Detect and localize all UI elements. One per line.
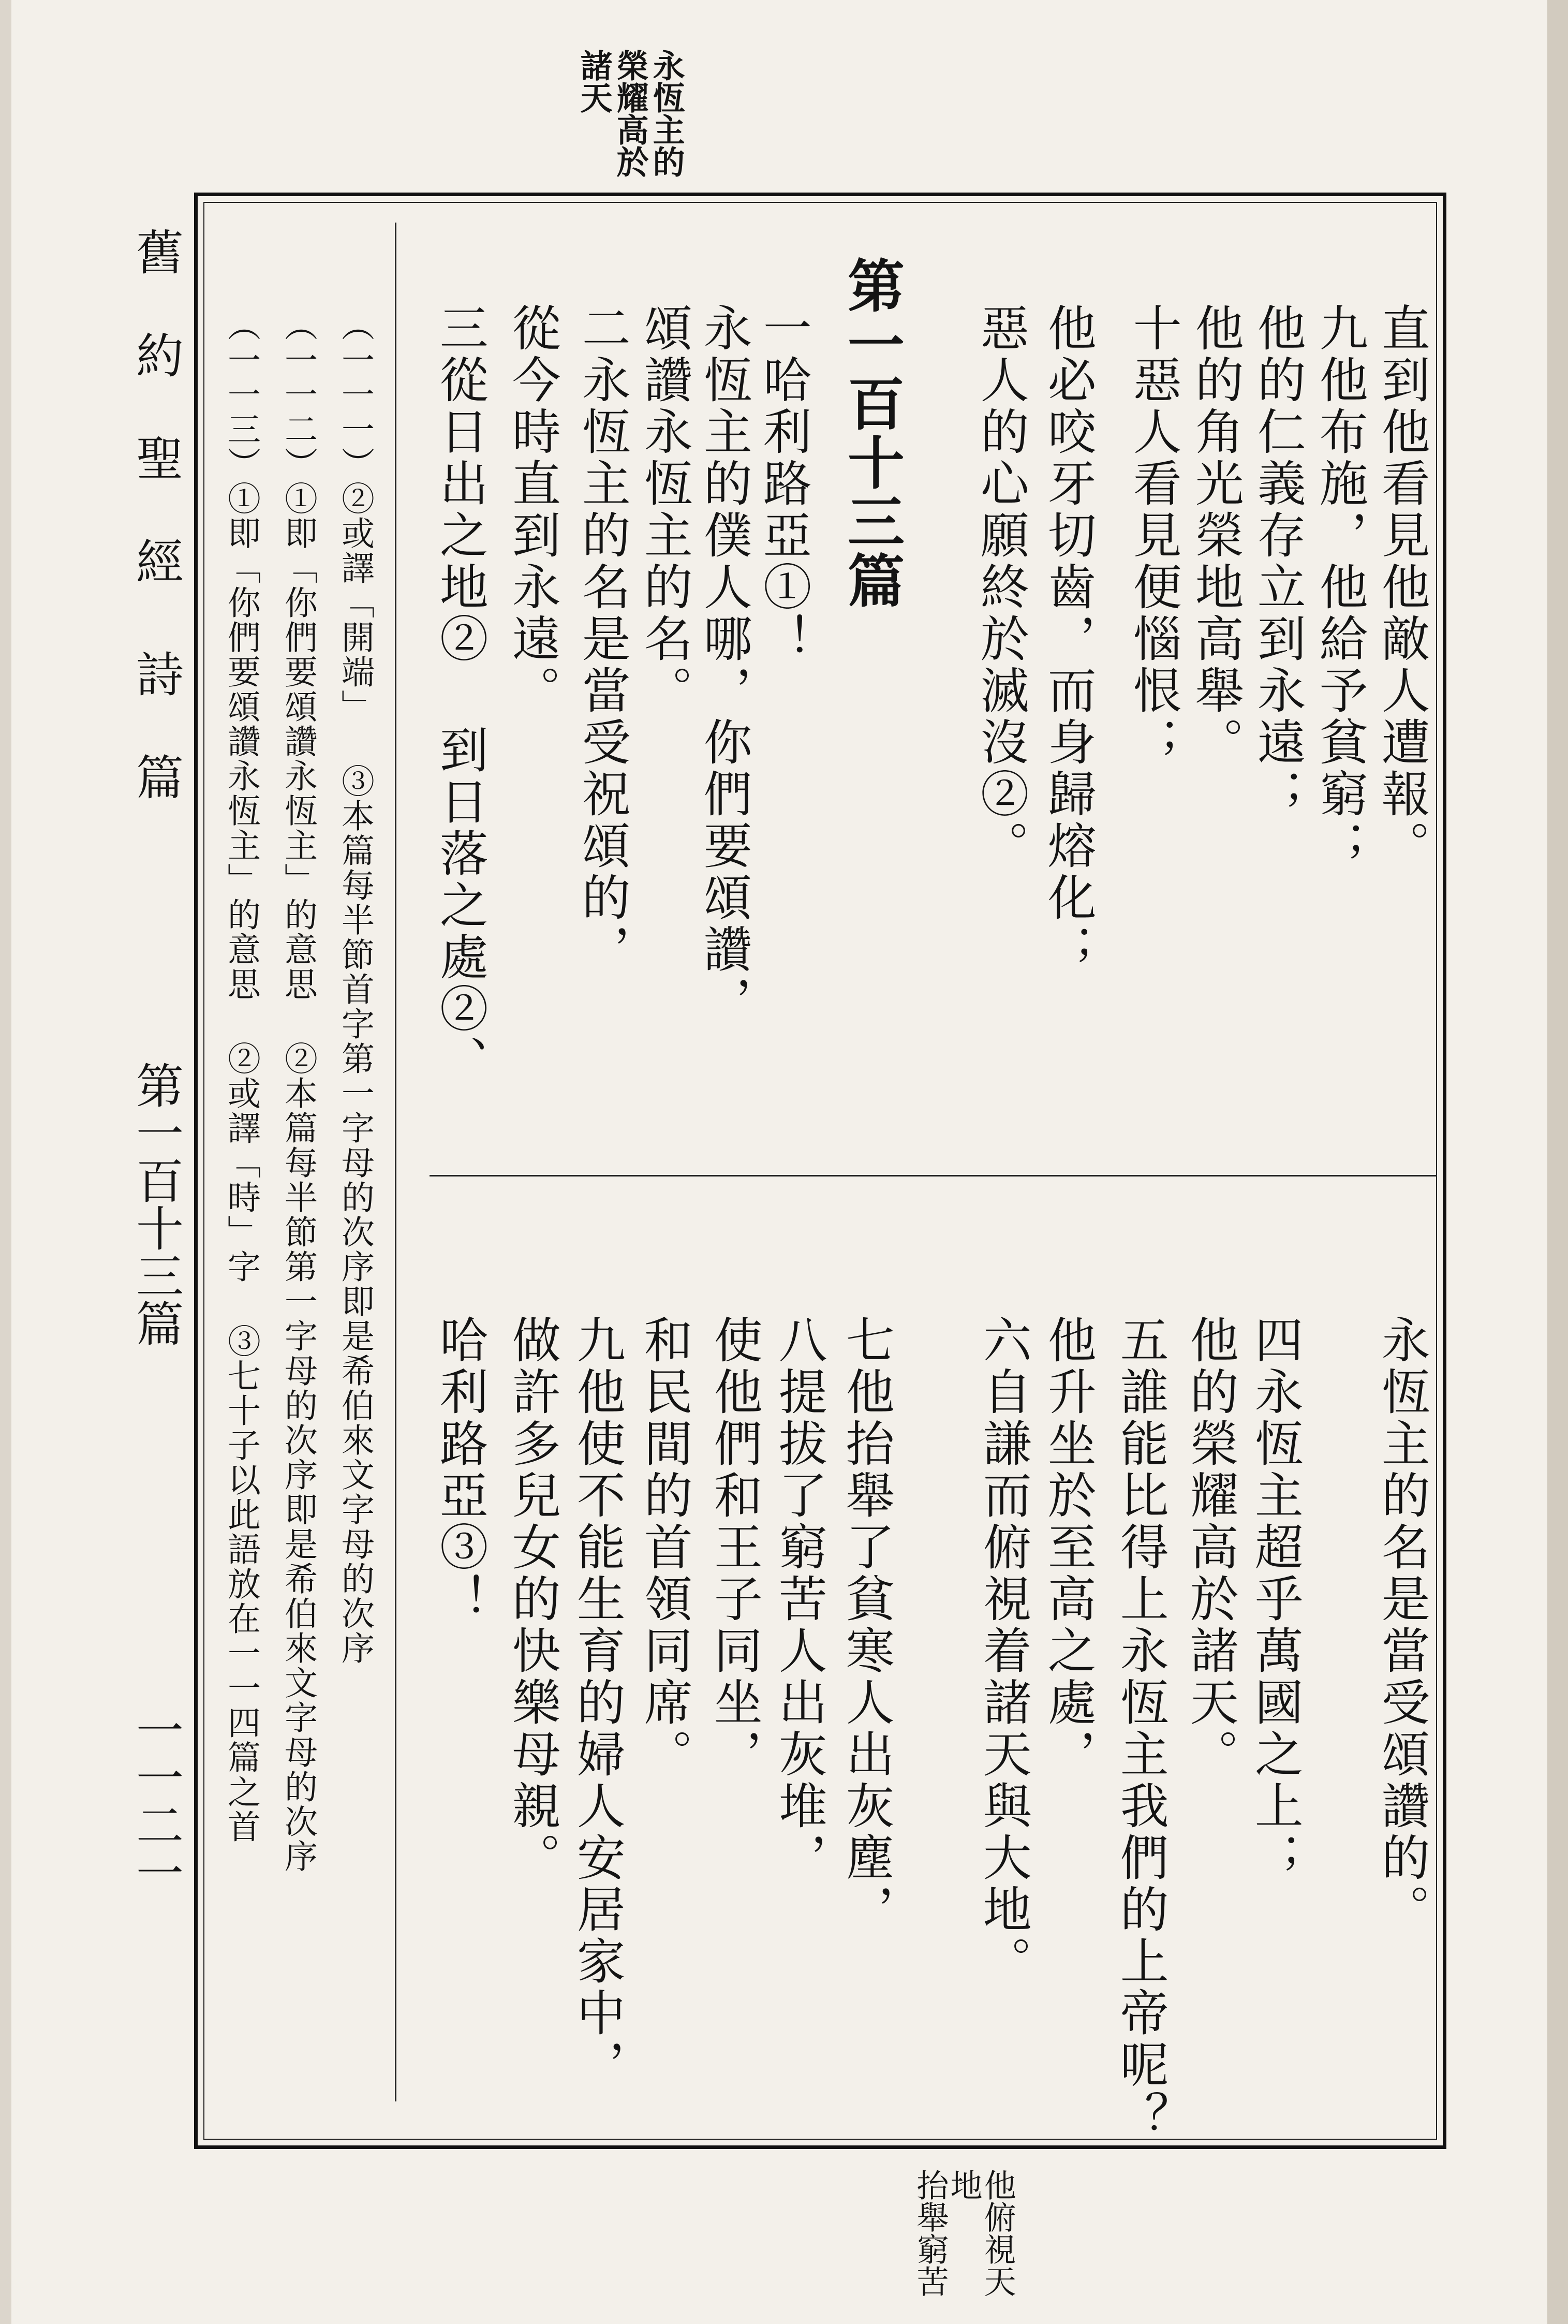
verse-line: 使他們和王子同坐，	[705, 1315, 762, 1781]
verse-line: 九他使不能生育的婦人安居家中，	[568, 1315, 625, 2091]
psalm-heading: 第一百十三篇	[838, 256, 905, 610]
verse-line: 他的仁義存立到永遠；	[1249, 303, 1306, 820]
verse-line: 十惡人看見便惱恨；	[1125, 303, 1181, 769]
page-edge-right	[1547, 0, 1568, 2324]
running-chapter: 第一百十三篇	[128, 1061, 184, 1347]
section-title: 詩 篇	[128, 650, 184, 800]
verse-line: 他的榮耀高於諸天。	[1181, 1315, 1238, 1781]
footnote: （一一三）①即「你們要頌讚永恆主」的意思 ②或譯「時」字 ③七十子以此語放在一一四篇之首	[222, 308, 260, 1844]
verse-line: 從今時直到永遠。	[504, 303, 560, 717]
verse-line: 二永恆主的名是當受祝頌的，	[573, 303, 630, 976]
verse-line: 五誰能比得上永恆主我們的上帝呢？	[1112, 1315, 1168, 2143]
verse-line: 惡人的心願終於滅沒②。	[972, 303, 1029, 872]
margin-note-top-col2: 榮耀高於	[611, 49, 649, 178]
margin-note-bottom-col2: 地	[945, 2169, 983, 2201]
verse-line: 做許多兒女的快樂母親。	[504, 1315, 560, 1884]
margin-note-top-col3: 諸天	[575, 49, 613, 113]
verse-line: 一哈利路亞①！	[755, 303, 811, 665]
footnote: （一一二）①即「你們要頌讚永恆主」的意思 ②本篇每半節第一字母的次序即是希伯來文字母的次序	[279, 308, 317, 1874]
verse-line: 頌讚永恆主的名。	[635, 303, 692, 717]
verse-line: 他必咬牙切齒，而身歸熔化；	[1039, 303, 1096, 976]
margin-note-top-col1: 永恆主的	[647, 49, 686, 178]
verse-line: 六自謙而俯視着諸天與大地。	[974, 1315, 1031, 1988]
page-edge-left	[0, 0, 11, 2324]
verse-line: 八提拔了窮苦人出灰堆，	[770, 1315, 827, 1884]
verse-line: 直到他看見他敵人遭報。	[1373, 303, 1430, 872]
footnote-divider	[395, 223, 396, 2101]
verse-line: 和民間的首領同席。	[635, 1315, 692, 1781]
verse-line: 他的角光榮地高舉。	[1187, 303, 1244, 769]
footnote: （一一一）②或譯「開端」 ③本篇每半節首字第一字母的次序即是希伯來文字母的次序	[336, 308, 374, 1666]
verse-line: 四永恆主超乎萬國之上；	[1246, 1315, 1303, 1884]
verse-line: 九他布施，他給予貧窮；	[1311, 303, 1368, 872]
verse-line: 哈利路亞③！	[431, 1315, 488, 1625]
margin-note-bottom-col3: 抬舉窮苦	[911, 2169, 950, 2297]
verse-line: 七他抬舉了貧寒人出灰塵，	[837, 1315, 894, 1936]
margin-note-bottom-col1: 他俯視天	[979, 2169, 1017, 2297]
verse-line: 永恆主的僕人哪，你們要頌讚，	[695, 303, 752, 1027]
verse-line: 他升坐於至高之處，	[1039, 1315, 1096, 1781]
verse-line: 三從日出之地② 到日落之處②、	[431, 303, 488, 1087]
book-title: 舊 約 聖 經	[128, 228, 184, 584]
page-number: 一一二一	[128, 1705, 184, 1896]
section-divider	[430, 1175, 1436, 1176]
verse-line: 永恆主的名是當受頌讚的。	[1373, 1315, 1430, 1936]
